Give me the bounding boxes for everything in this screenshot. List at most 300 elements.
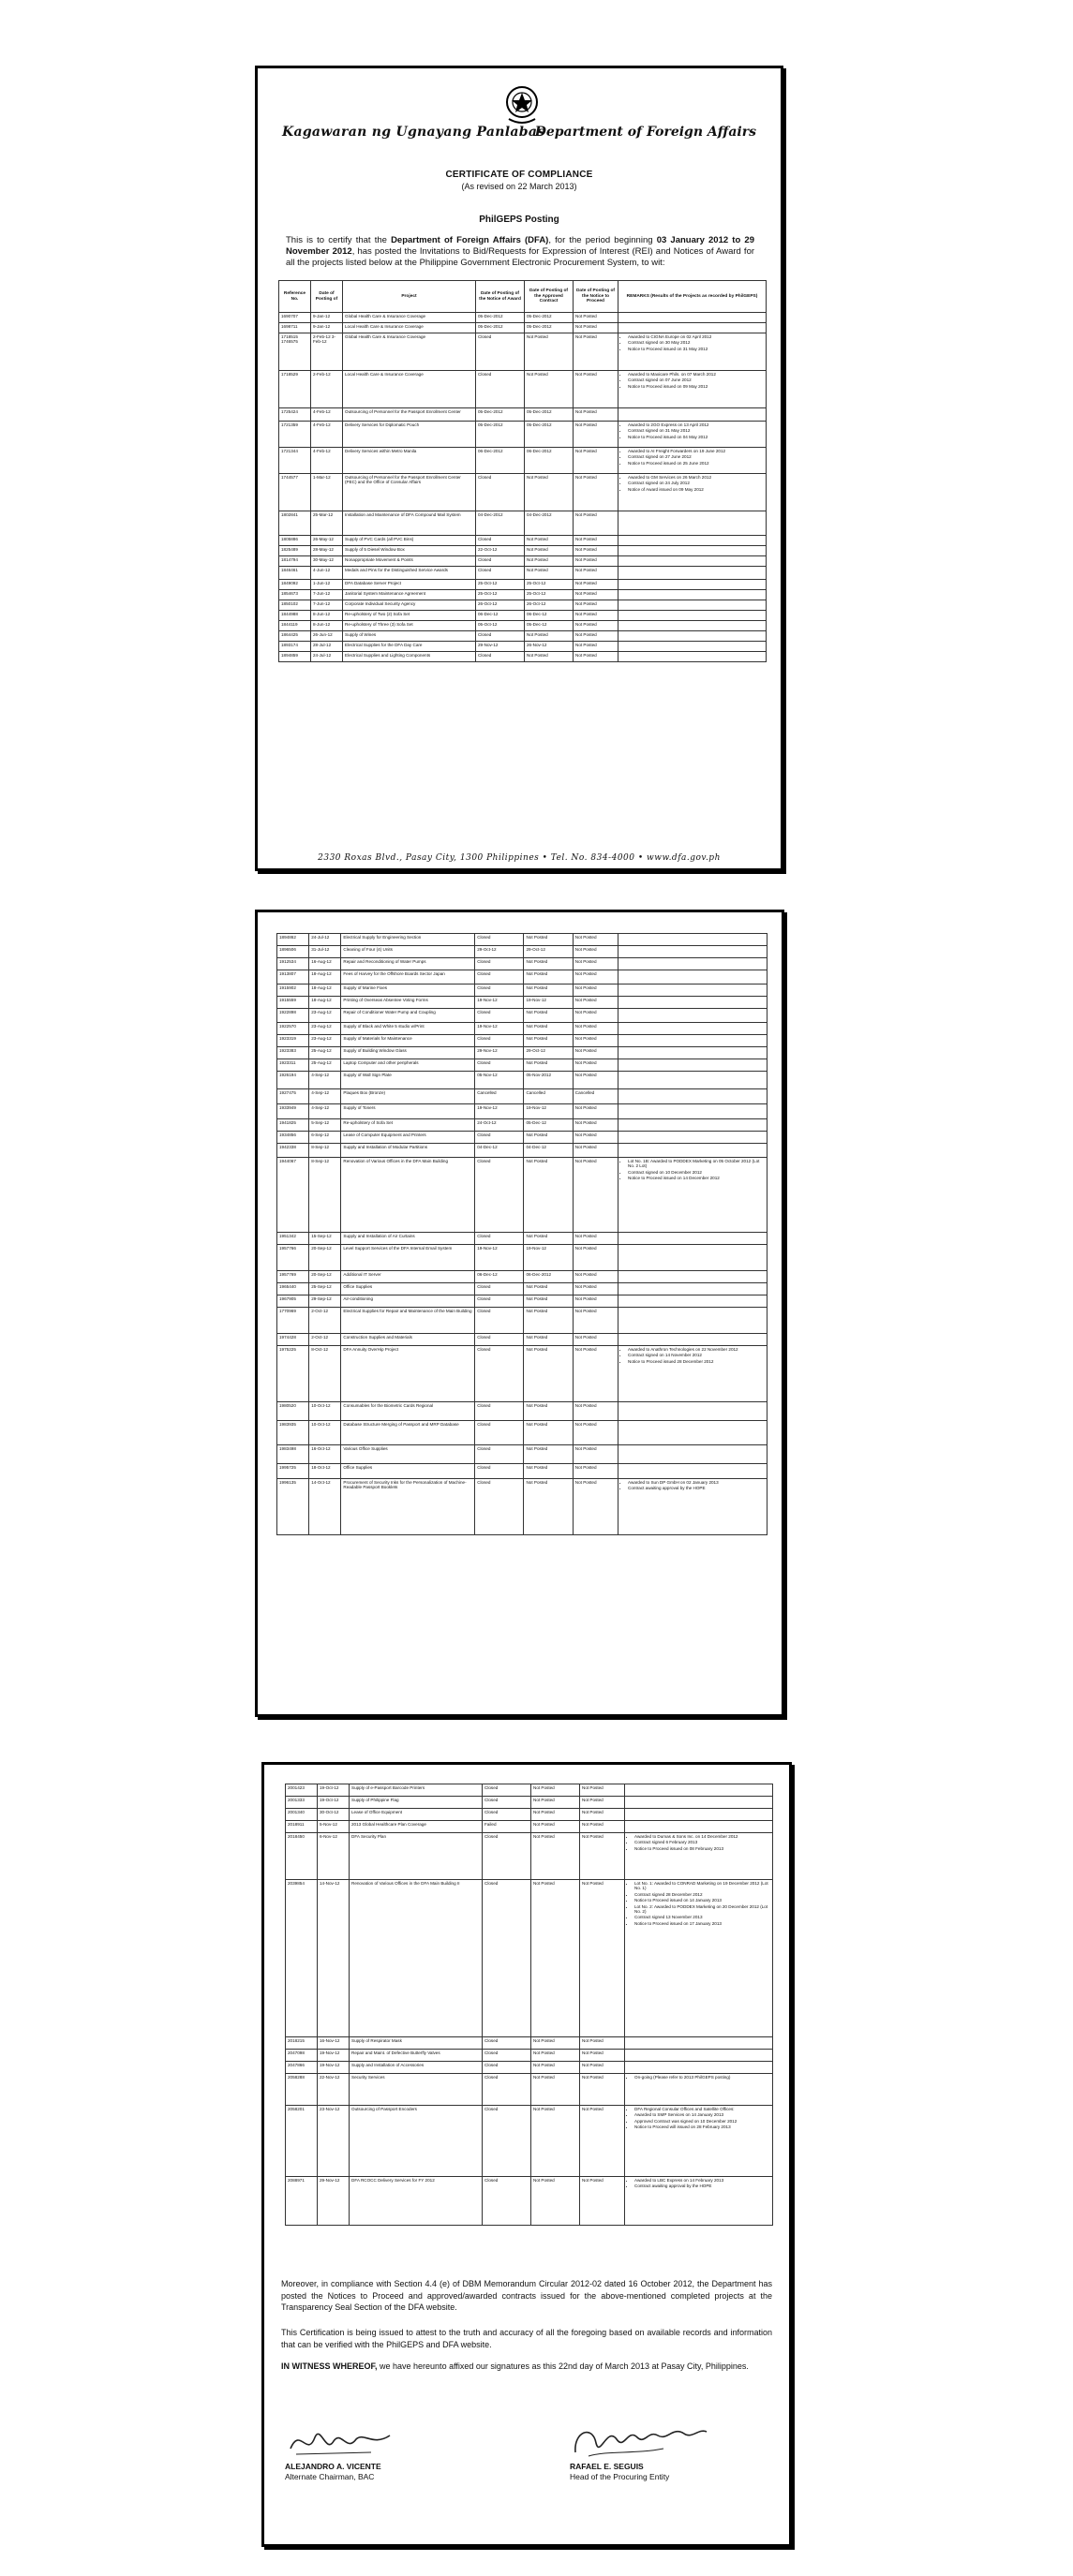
table-row bbox=[277, 1059, 767, 1072]
cell-date-ntp: Not Posted bbox=[574, 536, 618, 546]
cell-posting-date: 16-Oct-12 bbox=[309, 1445, 341, 1464]
cell-project: Database Structure Merging of Passport and MRP Database bbox=[341, 1421, 475, 1445]
department-name-english: Department of Foreign Affairs bbox=[534, 125, 756, 140]
remarks-item: • Notice to Proceed issued on 17 January 2013 bbox=[634, 1921, 770, 1926]
remarks-item: • Awarded to AI Freight Forwarders on 19 June 2012 bbox=[628, 449, 764, 453]
document-subtitle: (As revised on 22 March 2013) bbox=[461, 182, 577, 191]
cell-remarks bbox=[625, 1784, 773, 1797]
cell-date-contract: 26-Oct-12 bbox=[525, 600, 574, 611]
cell-date-ntp: Not Posted bbox=[573, 934, 618, 946]
cell-date-ntp: Not Posted bbox=[573, 1104, 618, 1119]
cell-project: Supply of Toners bbox=[341, 1104, 475, 1119]
cell-reference-no: 1864425 bbox=[279, 631, 311, 642]
cell-reference-no: 1995725 bbox=[277, 1464, 309, 1479]
cell-project: Office Supplies bbox=[341, 1283, 475, 1295]
table-row bbox=[286, 1821, 773, 1833]
cell-posting-date: 9-Jan-12 bbox=[311, 313, 343, 323]
remarks-list bbox=[620, 475, 764, 492]
cell-date-award: Failed bbox=[483, 1821, 531, 1833]
cell-date-contract: Not Posted bbox=[525, 631, 574, 642]
cell-date-award: 25-Oct-12 bbox=[476, 590, 525, 600]
cell-date-contract: Not Posted bbox=[524, 1334, 573, 1346]
intro-text: , has posted the Invitations to Bid/Requests for Expression of Interest (REI) and Notices of Award for all the projects listed below at the Philippine Government Electronic Procurement System, to wit: bbox=[286, 246, 755, 268]
cell-reference-no: 1951342 bbox=[277, 1233, 309, 1245]
header-date: Date of Posting of bbox=[311, 281, 343, 313]
table-row bbox=[277, 1119, 767, 1132]
cell-date-ntp: Not Posted bbox=[580, 2050, 625, 2062]
cell-date-award: Closed bbox=[483, 1833, 531, 1880]
cell-date-award: Closed bbox=[476, 536, 525, 546]
cell-project: Supply of Marine Fixes bbox=[341, 985, 475, 997]
document-title: CERTIFICATE OF COMPLIANCE bbox=[445, 170, 593, 180]
cell-project: DFA Database Server Project bbox=[343, 580, 476, 590]
intro-text: This is to certify that the bbox=[286, 235, 392, 245]
table-row bbox=[277, 1308, 767, 1334]
cell-posting-date: 25-Sep-12 bbox=[309, 1283, 341, 1295]
cell-posting-date: 26-May-12 bbox=[311, 536, 343, 546]
table-row bbox=[279, 580, 767, 590]
table-row bbox=[277, 1295, 767, 1308]
cell-remarks bbox=[618, 611, 767, 621]
cell-remarks bbox=[618, 333, 767, 371]
cell-posting-date: 28-Jul-12 bbox=[311, 642, 343, 652]
cell-reference-no: 1896506 bbox=[277, 946, 309, 958]
cell-project: Renovation of Various Offices in the DFA Main Building bbox=[341, 1158, 475, 1233]
cell-date-contract: Not Posted bbox=[524, 1283, 573, 1295]
cell-date-ntp: Not Posted bbox=[580, 1784, 625, 1797]
table-row bbox=[277, 1233, 767, 1245]
remarks-item: • Contract signed on 31 May 2012 bbox=[628, 428, 764, 433]
cell-date-award: Closed bbox=[475, 1158, 524, 1233]
table-row bbox=[279, 546, 767, 556]
cell-remarks bbox=[618, 580, 767, 590]
cell-remarks bbox=[618, 556, 767, 567]
cell-date-award: Closed bbox=[476, 474, 525, 511]
cell-remarks bbox=[618, 1158, 767, 1233]
cell-reference-no: 1965440 bbox=[277, 1283, 309, 1295]
cell-reference-no: 2001333 bbox=[286, 1797, 318, 1809]
cell-date-contract: Not Posted bbox=[531, 2106, 580, 2177]
signatory-right-title: Head of the Procuring Entity bbox=[570, 2472, 670, 2481]
cell-date-contract: 05-Dec-2012 bbox=[525, 422, 574, 448]
cell-project: Global Health Care & Insurance Coverage bbox=[343, 333, 476, 371]
table-row bbox=[277, 1035, 767, 1047]
cell-date-award: Closed bbox=[483, 1784, 531, 1797]
procurement-table-page-3 bbox=[285, 1784, 773, 2226]
cell-project: Procurement of Security Inks for the Personalization of Machine-Readable Passport Booklets bbox=[341, 1479, 475, 1535]
cell-date-contract: Not Posted bbox=[525, 536, 574, 546]
table-row bbox=[286, 1880, 773, 2037]
signature-block-right bbox=[570, 2421, 757, 2482]
cell-remarks bbox=[618, 1308, 767, 1334]
cell-project: Nonappropriate Movement & Points bbox=[343, 556, 476, 567]
cell-project: DFA RCOCC Delivery Services for FY 2012 bbox=[350, 2177, 483, 2226]
remarks-item: • Notice to Proceed issued on 14 January 2013 bbox=[634, 1898, 770, 1902]
cell-reference-no: 1980520 bbox=[277, 1402, 309, 1421]
cell-project: Janitorial System Maintenance Agreement bbox=[343, 590, 476, 600]
cell-remarks bbox=[618, 371, 767, 408]
cell-date-award: Closed bbox=[475, 1295, 524, 1308]
cell-date-ntp: Not Posted bbox=[573, 1023, 618, 1035]
cell-date-ntp: Not Posted bbox=[573, 1158, 618, 1233]
cell-posting-date: 20-Sep-12 bbox=[309, 1245, 341, 1271]
table-row bbox=[279, 590, 767, 600]
cell-remarks bbox=[618, 546, 767, 556]
cell-date-award: 06-Dec-12 bbox=[475, 1271, 524, 1283]
cell-remarks bbox=[618, 1445, 767, 1464]
cell-reference-no: 1894859 bbox=[279, 652, 311, 662]
remarks-list bbox=[627, 1881, 770, 1926]
cell-remarks bbox=[618, 422, 767, 448]
cell-reference-no: 1934856 bbox=[277, 1132, 309, 1144]
cell-project: DFA Annuity OverHip Project bbox=[341, 1346, 475, 1402]
table-row bbox=[277, 958, 767, 970]
remarks-item: • Lot No. 1: Awarded to CONRAD Marketing on 19 December 2012 (Lot No. 1) bbox=[634, 1881, 770, 1891]
cell-date-ntp: Not Posted bbox=[573, 1421, 618, 1445]
cell-posting-date: 23-Aug-12 bbox=[309, 1023, 341, 1035]
cell-reference-no: 2001340 bbox=[286, 1809, 318, 1821]
department-name-filipino: Kagawaran ng Ugnayang Panlabas bbox=[282, 125, 545, 140]
remarks-item: • Awarded to Dumas & Sons Inc. on 14 December 2012 bbox=[634, 1834, 770, 1839]
cell-posting-date: 6-Sep-12 bbox=[309, 1132, 341, 1144]
remarks-item: • Contract awaiting approval by the HOPE bbox=[634, 2184, 770, 2188]
cell-posting-date: 18-Aug-12 bbox=[309, 985, 341, 997]
cell-reference-no: 2018911 bbox=[286, 1821, 318, 1833]
cell-date-award: Closed bbox=[475, 1308, 524, 1334]
cell-date-award: Closed bbox=[475, 934, 524, 946]
cell-project: Supply of PVC Cards (all PVC Bins) bbox=[343, 536, 476, 546]
cell-reference-no: 1721359 bbox=[279, 422, 311, 448]
cell-project: Level Support Services of the DFA Internal Email System bbox=[341, 1245, 475, 1271]
cell-reference-no: 1915902 bbox=[277, 985, 309, 997]
cell-posting-date: 25-Mar-12 bbox=[311, 511, 343, 536]
cell-remarks bbox=[618, 1402, 767, 1421]
table-row bbox=[279, 371, 767, 408]
cell-date-award: Closed bbox=[483, 2062, 531, 2074]
remarks-list bbox=[627, 2178, 770, 2189]
cell-reference-no: 1718529 bbox=[279, 371, 311, 408]
cell-date-ntp: Not Posted bbox=[574, 600, 618, 611]
table-row bbox=[277, 1132, 767, 1144]
cell-date-contract: 29-Oct-12 bbox=[524, 946, 573, 958]
cell-date-contract: Not Posted bbox=[524, 1479, 573, 1535]
remarks-item: • Lot No. 1B: Awarded to PODDEX Marketing on 05 October 2012 (Lot No. 2 Lot) bbox=[628, 1159, 765, 1169]
cell-reference-no: 1926194 bbox=[277, 1072, 309, 1089]
table-row bbox=[277, 1271, 767, 1283]
table-row bbox=[277, 934, 767, 946]
cell-remarks bbox=[618, 1464, 767, 1479]
cell-reference-no: 1923311 bbox=[277, 1059, 309, 1072]
remarks-item: • On-going (Please refer to 2013 PhilGEPS posting) bbox=[634, 2075, 770, 2080]
cell-date-ntp: Not Posted bbox=[574, 642, 618, 652]
cell-posting-date: 26-Jun-12 bbox=[311, 631, 343, 642]
cell-remarks bbox=[625, 2037, 773, 2050]
cell-date-contract: 06-Dec-2012 bbox=[524, 1271, 573, 1283]
cell-date-contract: Not Posted bbox=[524, 1023, 573, 1035]
cell-date-contract: 05-Dec-2012 bbox=[525, 408, 574, 422]
cell-date-ntp: Not Posted bbox=[573, 1334, 618, 1346]
table-row bbox=[279, 313, 767, 323]
intro-paragraph bbox=[286, 235, 754, 269]
remarks-item: • Notice of Award issued on 09 May 2012 bbox=[628, 487, 764, 492]
cell-reference-no: 1996135 bbox=[277, 1479, 309, 1535]
table-row bbox=[277, 1464, 767, 1479]
cell-date-contract: 29-Oct-12 bbox=[524, 1047, 573, 1059]
cell-reference-no: 1849092 bbox=[279, 580, 311, 590]
cell-date-award: Closed bbox=[483, 2037, 531, 2050]
remarks-list bbox=[620, 449, 764, 466]
remarks-list bbox=[627, 1834, 770, 1851]
cell-date-contract: Not Posted bbox=[531, 2177, 580, 2226]
cell-date-contract: Not Posted bbox=[524, 1059, 573, 1072]
cell-posting-date: 30-May-12 bbox=[311, 556, 343, 567]
cell-date-award: Closed bbox=[483, 2177, 531, 2226]
cell-date-award: Closed bbox=[476, 371, 525, 408]
header-date-ntp: Date of Posting of the Notice to Proceed bbox=[574, 281, 618, 313]
cell-project: Installation and Maintenance of DFA Compound Mail System bbox=[343, 511, 476, 536]
cell-remarks bbox=[618, 1035, 767, 1047]
table-row bbox=[286, 2062, 773, 2074]
cell-remarks bbox=[625, 1809, 773, 1821]
cell-date-ntp: Not Posted bbox=[580, 2037, 625, 2050]
remarks-item: • Awarded to CIGNA Europe on 02 April 2012 bbox=[628, 334, 764, 339]
cell-project: Supply of Materials for Maintenance bbox=[341, 1035, 475, 1047]
table-row bbox=[279, 611, 767, 621]
cell-date-award: Closed bbox=[483, 2074, 531, 2106]
cell-remarks bbox=[618, 985, 767, 997]
cell-date-ntp: Not Posted bbox=[580, 1809, 625, 1821]
cell-date-award: 19-Nov-12 bbox=[475, 1023, 524, 1035]
cell-posting-date: 16-Nov-12 bbox=[318, 2037, 350, 2050]
table-row bbox=[286, 1797, 773, 1809]
cell-date-contract: Not Posted bbox=[525, 371, 574, 408]
table-row bbox=[279, 556, 767, 567]
cell-posting-date: 2-Feb-12 bbox=[311, 371, 343, 408]
cell-project: Supply and Installation of Air Curtains bbox=[341, 1233, 475, 1245]
cell-date-contract: Not Posted bbox=[524, 970, 573, 985]
cell-date-award: 19-Nov-12 bbox=[475, 1245, 524, 1271]
document-page-1 bbox=[255, 66, 783, 871]
cell-reference-no: 1975225 bbox=[277, 1346, 309, 1402]
table-row bbox=[277, 1445, 767, 1464]
intro-agency: Department of Foreign Affairs (DFA) bbox=[391, 235, 549, 245]
cell-project: Security Services bbox=[350, 2074, 483, 2106]
cell-posting-date: 5-Nov-12 bbox=[318, 1821, 350, 1833]
table-row bbox=[277, 1283, 767, 1295]
cell-date-ntp: Not Posted bbox=[573, 1402, 618, 1421]
cell-date-award: Closed bbox=[475, 1334, 524, 1346]
cell-remarks bbox=[618, 1283, 767, 1295]
cell-date-ntp: Not Posted bbox=[574, 611, 618, 621]
table-row bbox=[277, 1402, 767, 1421]
cell-posting-date: 2-Oct-12 bbox=[309, 1334, 341, 1346]
cell-reference-no: 2058201 bbox=[286, 2106, 318, 2177]
cell-reference-no: 1983498 bbox=[277, 1445, 309, 1464]
cell-project: Supply and Installation of Modular Partitions bbox=[341, 1144, 475, 1158]
cell-date-contract: 05-Dec-12 bbox=[525, 621, 574, 631]
cell-project: 2013 Global Healthcare Plan Coverage bbox=[350, 1821, 483, 1833]
cell-project: Outsourcing of Passport Encoders bbox=[350, 2106, 483, 2177]
cell-date-award: Closed bbox=[483, 2106, 531, 2177]
header-ref: Reference No. bbox=[279, 281, 311, 313]
table-row bbox=[286, 2177, 773, 2226]
cell-date-contract: Not Posted bbox=[524, 1445, 573, 1464]
cell-posting-date: 4-Feb-12 bbox=[311, 422, 343, 448]
header-date-posting: Date of Posting of the Notice of Award bbox=[476, 281, 525, 313]
cell-date-ntp: Not Posted bbox=[573, 1059, 618, 1072]
cell-posting-date: 2-Feb-12 3-Feb-12 bbox=[311, 333, 343, 371]
cell-date-ntp: Not Posted bbox=[574, 474, 618, 511]
cell-date-contract: Not Posted bbox=[524, 985, 573, 997]
cell-remarks bbox=[618, 313, 767, 323]
cell-project: Supply of Building Window Glass bbox=[341, 1047, 475, 1059]
cell-date-award: Closed bbox=[483, 1880, 531, 2037]
cell-date-ntp: Not Posted bbox=[574, 313, 618, 323]
header-project: Project bbox=[343, 281, 476, 313]
cell-posting-date: 25-Aug-12 bbox=[309, 1047, 341, 1059]
cell-date-award: 22-Oct-12 bbox=[476, 546, 525, 556]
cell-project: Electrical Supplies for Repair and Maintenance of the Main Building bbox=[341, 1308, 475, 1334]
cell-date-contract: Not Posted bbox=[531, 2074, 580, 2106]
document-page-3 bbox=[261, 1762, 792, 2547]
cell-date-award: Closed bbox=[476, 567, 525, 580]
cell-date-ntp: Not Posted bbox=[573, 1464, 618, 1479]
compliance-paragraph: Moreover, in compliance with Section 4.4 (e) of DBM Memorandum Circular 2012-02 dated 16 October 2012, the Department has posted the Notices to Proceed and approved/awarded contracts issued for the above-mentioned completed projects at the Transparency Seal Section of the DFA website. bbox=[281, 2279, 772, 2312]
cell-date-ntp: Not Posted bbox=[573, 985, 618, 997]
cell-posting-date: 15-Sep-12 bbox=[309, 1233, 341, 1245]
cell-date-award: Closed bbox=[483, 1797, 531, 1809]
cell-date-ntp: Not Posted bbox=[573, 1119, 618, 1132]
cell-remarks bbox=[618, 997, 767, 1009]
cell-remarks bbox=[618, 590, 767, 600]
cell-date-award: Closed bbox=[475, 1009, 524, 1023]
cell-date-ntp: Not Posted bbox=[580, 1821, 625, 1833]
cell-date-ntp: Not Posted bbox=[573, 1233, 618, 1245]
cell-reference-no: 2047866 bbox=[286, 2062, 318, 2074]
cell-date-award: Closed bbox=[475, 958, 524, 970]
cell-remarks bbox=[625, 2074, 773, 2106]
remarks-item: • DFA Regional Consular Offices and Satellite Offices: bbox=[634, 2107, 770, 2111]
cell-posting-date: 18-Oct-12 bbox=[309, 1464, 341, 1479]
remarks-item: • Awarded to GM Services on 26 March 2012 bbox=[628, 475, 764, 480]
remarks-item: • Approved Contract was signed on 10 December 2012 bbox=[634, 2119, 770, 2124]
cell-date-award: Closed bbox=[475, 1346, 524, 1402]
cell-reference-no: 1825489 bbox=[279, 546, 311, 556]
table-row bbox=[286, 1809, 773, 1821]
table-row bbox=[277, 1245, 767, 1271]
cell-posting-date: 18-Aug-12 bbox=[309, 970, 341, 985]
remarks-item: • Notice to Proceed will issued on 28 February 2013 bbox=[634, 2124, 770, 2129]
cell-posting-date: 20-Sep-12 bbox=[309, 1271, 341, 1283]
cell-remarks bbox=[625, 2050, 773, 2062]
cell-date-award: Closed bbox=[475, 1479, 524, 1535]
cell-reference-no: 1744577 bbox=[279, 474, 311, 511]
cell-posting-date: 9-Jan-12 bbox=[311, 323, 343, 333]
cell-project: Repair of Conditioner Water Pump and Coupling bbox=[341, 1009, 475, 1023]
cell-date-award: Closed bbox=[475, 985, 524, 997]
cell-date-award: 19-Nov-12 bbox=[475, 997, 524, 1009]
cell-posting-date: 18-Aug-12 bbox=[309, 997, 341, 1009]
cell-project: Consumables for the Biometric Cards Regional bbox=[341, 1402, 475, 1421]
cell-date-award: 29-Nov-12 bbox=[475, 1047, 524, 1059]
cell-date-award: Closed bbox=[475, 1283, 524, 1295]
cell-reference-no: 1721344 bbox=[279, 448, 311, 474]
cell-project: Construction Supplies and Materials bbox=[341, 1334, 475, 1346]
remarks-list bbox=[627, 2075, 770, 2080]
cell-remarks bbox=[618, 1104, 767, 1119]
cell-date-ntp: Not Posted bbox=[580, 2062, 625, 2074]
cell-posting-date: 19-Nov-12 bbox=[318, 2050, 350, 2062]
signature-block-left bbox=[285, 2421, 472, 2482]
cell-date-ntp: Not Posted bbox=[580, 2177, 625, 2226]
cell-remarks bbox=[618, 970, 767, 985]
cell-date-award: Closed bbox=[475, 970, 524, 985]
remarks-item: • Awarded to Anathron Technologies on 22 November 2012 bbox=[628, 1347, 765, 1352]
cell-reference-no: 1933949 bbox=[277, 1104, 309, 1119]
cell-posting-date: 19-Nov-12 bbox=[318, 2062, 350, 2074]
cell-project: Global Health Care & Insurance Coverage bbox=[343, 313, 476, 323]
table-row bbox=[279, 536, 767, 546]
remarks-item: • Notice to Proceed issued on 25 June 2012 bbox=[628, 461, 764, 466]
cell-project: Supply of 5 Diesel Window Box bbox=[343, 546, 476, 556]
cell-remarks bbox=[618, 1245, 767, 1271]
cell-date-ntp: Not Posted bbox=[573, 1035, 618, 1047]
cell-date-contract: Not Posted bbox=[525, 556, 574, 567]
witness-text: we have hereunto affixed our signatures as this 22nd day of March 2013 at Pasay City, Philippines. bbox=[377, 2361, 749, 2371]
cell-posting-date: 4-Feb-12 bbox=[311, 448, 343, 474]
cell-date-contract: 05-Dec-2012 bbox=[525, 323, 574, 333]
cell-posting-date: 28-May-12 bbox=[311, 546, 343, 556]
cell-date-award: Closed bbox=[476, 652, 525, 662]
cell-posting-date: 25-Aug-12 bbox=[309, 1059, 341, 1072]
remarks-list bbox=[620, 1480, 765, 1491]
cell-remarks bbox=[618, 1334, 767, 1346]
cell-date-award: 05-Dec-2012 bbox=[476, 408, 525, 422]
cell-date-contract: Not Posted bbox=[531, 1784, 580, 1797]
cell-posting-date: 10-Oct-12 bbox=[309, 1421, 341, 1445]
cell-date-ntp: Not Posted bbox=[573, 1245, 618, 1271]
cell-posting-date: 8-Sep-12 bbox=[309, 1144, 341, 1158]
cell-date-award: 05-Nov-12 bbox=[475, 1072, 524, 1089]
remarks-item: • Notice to Proceed issued on 04 May 2012 bbox=[628, 435, 764, 439]
cell-date-ntp: Not Posted bbox=[574, 511, 618, 536]
remarks-item: • Awarded to LBC Express on 14 February 2013 bbox=[634, 2178, 770, 2183]
cell-reference-no: 1974428 bbox=[277, 1334, 309, 1346]
cell-posting-date: 19-Oct-12 bbox=[318, 1797, 350, 1809]
cell-project: Fees of Harvey for the Offshore Boards Sector Japan bbox=[341, 970, 475, 985]
table-row bbox=[277, 1072, 767, 1089]
cell-project: Additional IT Server bbox=[341, 1271, 475, 1283]
cell-project: Re-upholstery of Sofa Set bbox=[341, 1119, 475, 1132]
remarks-item: • Awarded to Sun DP GmbH on 02 January 2013 bbox=[628, 1480, 765, 1485]
remarks-item: • Contract signed on 27 June 2012 bbox=[628, 454, 764, 459]
cell-reference-no: 1944067 bbox=[277, 1158, 309, 1233]
table-row bbox=[279, 448, 767, 474]
cell-posting-date: 22-Nov-12 bbox=[318, 2074, 350, 2106]
cell-date-contract: Not Posted bbox=[525, 333, 574, 371]
cell-reference-no: 2088971 bbox=[286, 2177, 318, 2226]
cell-project: Renovation of Various Offices in the DFA Main Building II bbox=[350, 1880, 483, 2037]
cell-date-ntp: Not Posted bbox=[580, 1833, 625, 1880]
cell-date-ntp: Not Posted bbox=[573, 970, 618, 985]
cell-posting-date: 8-Jun-12 bbox=[311, 621, 343, 631]
cell-project: Electrical Supplies for the DFA Day Care bbox=[343, 642, 476, 652]
cell-posting-date: 1-Mar-12 bbox=[311, 474, 343, 511]
cell-project: Local Health Care & Insurance Coverage bbox=[343, 323, 476, 333]
cell-reference-no: 1983935 bbox=[277, 1421, 309, 1445]
cell-posting-date: 14-Nov-12 bbox=[318, 1880, 350, 2037]
cell-date-ntp: Not Posted bbox=[574, 621, 618, 631]
